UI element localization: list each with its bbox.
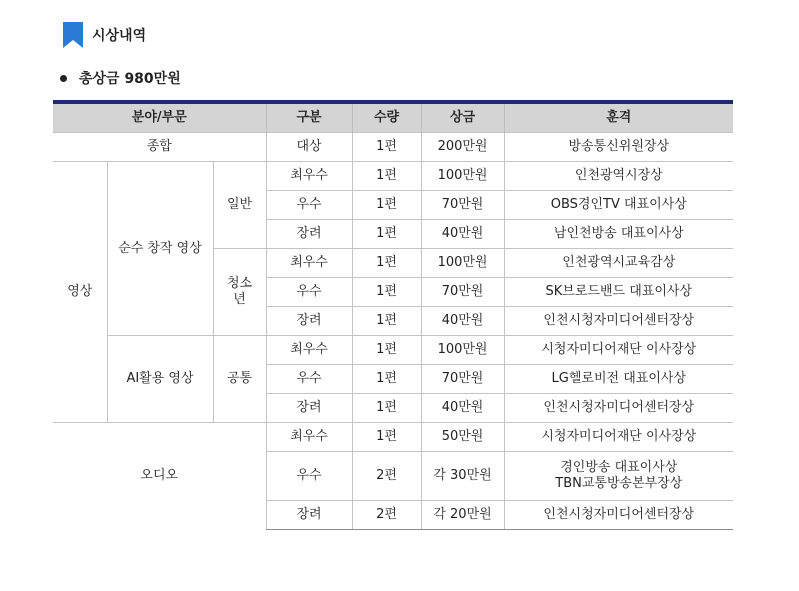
section-pure-creation: 순수 창작 영상 [107, 162, 213, 336]
cell-prize: 50만원 [421, 423, 504, 452]
cell-grade: 최우수 [266, 162, 352, 191]
cell-grade: 대상 [266, 133, 352, 162]
cell-count: 1편 [352, 249, 421, 278]
cell-count: 1편 [352, 220, 421, 249]
cell-grade: 우수 [266, 452, 352, 501]
cell-award: 인천시청자미디어센터장상 [504, 307, 733, 336]
section-common: 공통 [213, 336, 266, 423]
cell-prize: 100만원 [421, 162, 504, 191]
table-row [53, 162, 733, 191]
cell-count: 1편 [352, 191, 421, 220]
cell-grade: 최우수 [266, 423, 352, 452]
cell-count: 1편 [352, 133, 421, 162]
cell-prize: 70만원 [421, 191, 504, 220]
cell-grade: 최우수 [266, 249, 352, 278]
section-overall: 종합 [53, 133, 266, 162]
section-youth [213, 249, 266, 336]
cell-grade: 최우수 [266, 336, 352, 365]
total-prize-text: 총상금 980만원 [79, 71, 181, 87]
header-category: 구분 [266, 104, 352, 133]
cell-prize: 100만원 [421, 249, 504, 278]
cell-prize: 70만원 [421, 278, 504, 307]
cell-prize: 40만원 [421, 220, 504, 249]
cell-prize: 200만원 [421, 133, 504, 162]
cell-award [504, 452, 733, 501]
cell-award: LG헬로비전 대표이사상 [504, 365, 733, 394]
header-award: 훈격 [504, 104, 733, 133]
cell-prize: 각 20만원 [421, 501, 504, 530]
cell-award: 인천광역시장상 [504, 162, 733, 191]
cell-award: 시청자미디어재단 이사장상 [504, 336, 733, 365]
header-count: 수량 [352, 104, 421, 133]
cell-award: 방송통신위원장상 [504, 133, 733, 162]
section-title: 시상내역 [92, 28, 147, 44]
section-general: 일반 [213, 162, 266, 249]
cell-grade: 장려 [266, 220, 352, 249]
table-row [53, 133, 733, 162]
cell-award: 인천시청자미디어센터장상 [504, 394, 733, 423]
award-line: TBN교통방송본부장상 [555, 476, 683, 491]
cell-award: 시청자미디어재단 이사장상 [504, 423, 733, 452]
award-line: 경인방송 대표이사상 [560, 460, 678, 475]
section-audio: 오디오 [53, 423, 266, 530]
cell-count: 1편 [352, 394, 421, 423]
table-row [53, 423, 733, 452]
cell-count: 2편 [352, 501, 421, 530]
cell-count: 1편 [352, 423, 421, 452]
cell-count: 1편 [352, 278, 421, 307]
cell-grade: 우수 [266, 365, 352, 394]
cell-prize: 40만원 [421, 307, 504, 336]
cell-prize: 각 30만원 [421, 452, 504, 501]
cell-award: 인천광역시교육감상 [504, 249, 733, 278]
cell-prize: 70만원 [421, 365, 504, 394]
cell-award: 인천시청자미디어센터장상 [504, 501, 733, 530]
cell-count: 1편 [352, 365, 421, 394]
cell-prize: 40만원 [421, 394, 504, 423]
prize-table-container [53, 100, 733, 530]
bullet-dot [60, 75, 67, 82]
cell-prize: 100만원 [421, 336, 504, 365]
section-youth-label: 청소년 [226, 276, 253, 307]
total-prize-line [60, 68, 181, 88]
cell-grade: 장려 [266, 394, 352, 423]
cell-count: 2편 [352, 452, 421, 501]
cell-grade: 장려 [266, 307, 352, 336]
cell-grade: 우수 [266, 191, 352, 220]
section-header [60, 20, 146, 50]
cell-count: 1편 [352, 162, 421, 191]
cell-count: 1편 [352, 336, 421, 365]
cell-grade: 장려 [266, 501, 352, 530]
section-video: 영상 [53, 162, 107, 423]
cell-award: 남인천방송 대표이사상 [504, 220, 733, 249]
table-header-row [53, 104, 733, 133]
table-row [53, 336, 733, 365]
header-prize: 상금 [421, 104, 504, 133]
cell-award: SK브로드밴드 대표이사상 [504, 278, 733, 307]
section-ai-video: AI활용 영상 [107, 336, 213, 423]
cell-grade: 우수 [266, 278, 352, 307]
cell-count: 1편 [352, 307, 421, 336]
cell-award: OBS경인TV 대표이사상 [504, 191, 733, 220]
header-field: 분야/부문 [53, 104, 266, 133]
bookmark-icon [60, 21, 86, 49]
prize-table [53, 104, 733, 530]
